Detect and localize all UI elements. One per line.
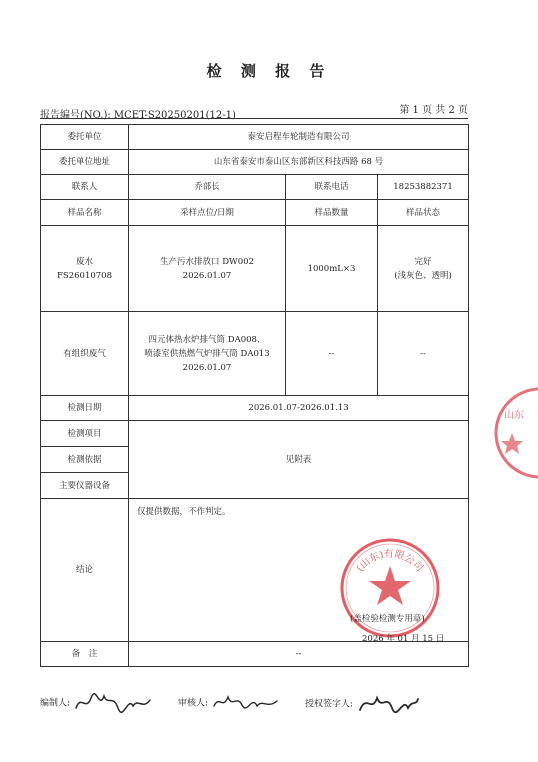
client-value: 泰安启程车轮制造有限公司 [129,125,469,150]
sample-code: FS26010708 [57,270,112,281]
sample-point-cell [129,226,286,312]
contact-label: 联系人 [41,175,129,200]
sample-point: 生产污水排放口 DW002 [160,256,254,267]
approver-label: 授权签字人: [305,699,354,710]
sample-point-header: 采样点位/日期 [129,200,286,226]
compiler-label: 编制人: [40,698,71,709]
gas-sample-point-cell [129,312,286,396]
reviewer-signature [211,690,281,714]
sample-state-header: 样品状态 [378,200,469,226]
sample-qty: 1000mL×3 [286,226,378,312]
detect-items-label: 检测项目 [41,421,129,447]
conclusion-text: 仅提供数据，不作判定。 [129,499,469,642]
seal-text: (山东)有限公司 [354,548,426,575]
side-seal-text: 山东 [504,410,524,421]
sample-name: 废水 [75,256,93,267]
seal-note: (盖检验检测专用章) [350,614,425,624]
sample-name-cell [41,226,129,312]
table-row [41,226,469,312]
approver-signature-block [305,690,420,716]
detect-date: 2026.01.07-2026.01.13 [129,396,469,421]
compiler-signature [73,690,153,714]
sample-state: 完好 [414,256,432,267]
equipment-label: 主要仪器设备 [41,473,129,499]
client-address: 山东省泰安市泰山区东部新区科技西路 68 号 [129,150,469,175]
remark-value: -- [129,642,469,667]
report-title: 检 测 报 告 [206,62,332,80]
conclusion-date: 2026 年 01 月 15 日 [362,634,445,644]
table-row [41,642,469,667]
client-label: 委托单位 [41,125,129,150]
sample-qty-header: 样品数量 [286,200,378,226]
client-address-label: 委托单位地址 [41,150,129,175]
seal-graphic [338,536,442,640]
gas-point-1: 四元体热水炉排气筒 DA008、 [148,334,266,345]
report-number: 报告编号(NO.): MCET-S20250201(12-1) [40,110,236,121]
gas-qty: -- [286,312,378,396]
gas-point-2: 喷漆室供热燃气炉排气筒 DA013 [144,348,270,359]
sample-state-detail: (浅灰色、透明) [394,270,452,281]
compiler-signature-block [40,690,153,714]
phone-value: 18253882371 [378,175,469,200]
side-seal [492,378,538,492]
approver-signature [356,690,420,716]
table-row [41,312,469,396]
table-row [41,150,469,175]
remark-label: 备 注 [41,642,129,667]
table-row [41,200,469,226]
table-row [41,421,469,447]
sample-date: 2026.01.07 [182,270,232,281]
page-info: 第 1 页 共 2 页 [399,105,468,116]
contact-value: 乔部长 [129,175,286,200]
see-attached: 见附表 [129,421,469,499]
table-row [41,175,469,200]
table-row [41,396,469,421]
gas-state: -- [378,312,469,396]
sample-state-cell [378,226,469,312]
table-row [41,125,469,150]
phone-label: 联系电话 [286,175,378,200]
header-rule [40,118,468,119]
sample-name-header: 样品名称 [41,200,129,226]
gas-sample-name: 有组织废气 [41,312,129,396]
conclusion-label: 结论 [41,499,129,642]
gas-date: 2026.01.07 [182,362,232,373]
official-seal [338,536,445,644]
reviewer-label: 审核人: [178,698,209,709]
side-seal-graphic [492,378,538,488]
detect-basis-label: 检测依据 [41,447,129,473]
reviewer-signature-block [178,690,281,714]
detect-date-label: 检测日期 [41,396,129,421]
